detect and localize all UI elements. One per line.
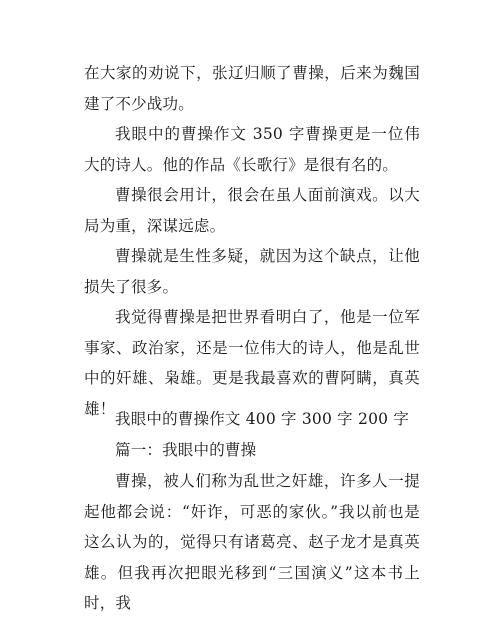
paragraph-cao-cao-suspicion: 曹操就是生性多疑，就因为这个缺点，让他损失了很多。 bbox=[84, 247, 420, 296]
chapter-title: 篇一：我眼中的曹操 bbox=[115, 441, 257, 459]
paragraph-essay-opening: 曹操，被人们称为乱世之奸雄，许多人一提起他都会说：“奸诈，可恶的家伙。”我以前也是这么认为的，觉得只有诸葛亮、赵子龙才是真英雄。但我再次把眼光移到“三国演义”这本书上时，我 bbox=[84, 472, 420, 612]
paragraph-conclusion: 我觉得曹操是把世界看明白了，他是一位军事家、政治家，还是一位伟大的诗人，他是乱世中的奸雄、枭雄。更是我最喜欢的曹阿瞒，真英雄！ bbox=[84, 308, 420, 418]
section-heading: 我眼中的曹操作文 400 字 300 字 200 字 bbox=[115, 410, 410, 428]
paragraph-cao-cao-strategy: 曹操很会用计，很会在虽人面前演戏。以大局为重，深谋远虑。 bbox=[84, 186, 420, 235]
paragraph-zhang-liao-surrender: 在大家的劝说下，张辽归顺了曹操，后来为魏国建了不少战功。 bbox=[84, 64, 420, 113]
paragraph-cao-cao-poet: 我眼中的曹操作文 350 字曹操更是一位伟大的诗人。他的作品《长歌行》是很有名的。 bbox=[84, 125, 420, 174]
